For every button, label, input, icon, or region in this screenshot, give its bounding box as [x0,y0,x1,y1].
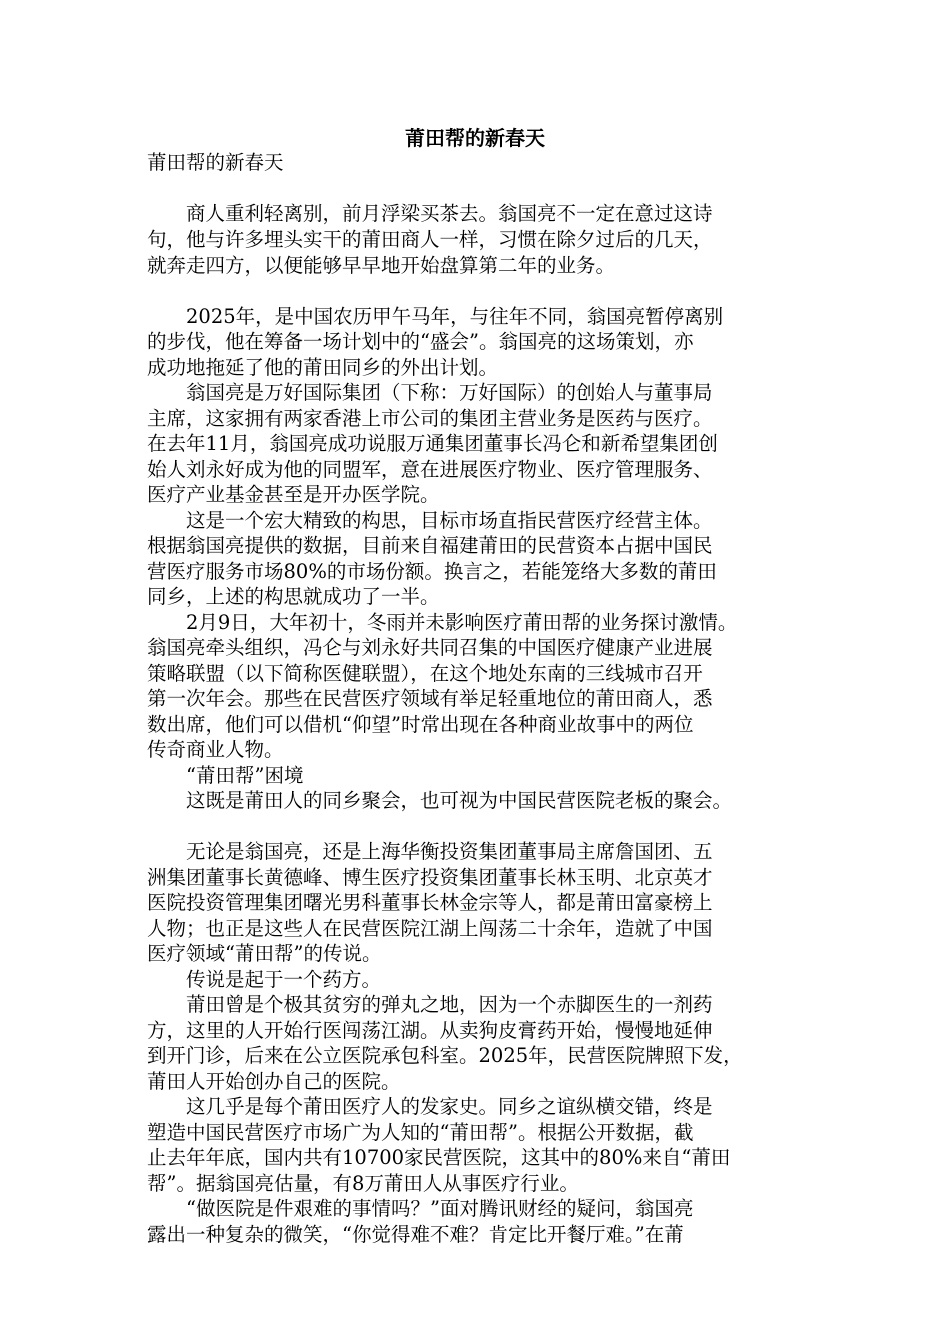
body-line: 方，这里的人开始行医闯荡江湖。从卖狗皮膏药开始，慢慢地延伸 [147,1019,713,1042]
body-line: 2025年，是中国农历甲午马年，与往年不同，翁国亮暂停离别 [147,305,724,328]
body-line: 露出一种复杂的微笑，“你觉得难不难？肯定比开餐厅难。”在莆 [147,1223,684,1246]
body-line: 传说是起于一个药方。 [147,968,382,991]
body-line: 句，他与许多埋头实干的莆田商人一样，习惯在除夕过后的几天， [147,228,713,251]
body-line: 莆田人开始创办自己的医院。 [147,1070,401,1093]
body-line: 同乡，上述的构思就成功了一半。 [147,585,440,608]
body-line: 莆田曾是个极其贫穷的弹丸之地，因为一个赤脚医生的一剂药 [147,993,713,1016]
body-line: 医疗产业基金甚至是开办医学院。 [147,483,440,506]
body-line: 第一次年会。那些在民营医疗领域有举足轻重地位的莆田商人，悉 [147,687,713,710]
body-line: 策略联盟（以下简称医健联盟），在这个地处东南的三线城市召开 [147,662,703,685]
body-line: 数出席，他们可以借机“仰望”时常出现在各种商业故事中的两位 [147,713,694,736]
body-line: 到开门诊，后来在公立医院承包科室。2025年，民营医院牌照下发， [147,1044,743,1067]
body-line: 人物；也正是这些人在民营医院江湖上闯荡二十余年，造就了中国 [147,917,713,940]
body-line: 翁国亮牵头组织，冯仑与刘永好共同召集的中国医疗健康产业进展 [147,636,713,659]
body-line: 在去年11月，翁国亮成功说服万通集团董事长冯仑和新希望集团创 [147,432,718,455]
body-line: 这是一个宏大精致的构思，目标市场直指民营医疗经营主体。 [147,509,713,532]
body-line: 帮”。据翁国亮估量，有8万莆田人从事医疗行业。 [147,1172,579,1195]
body-line: 始人刘永好成为他的同盟军，意在进展医疗物业、医疗管理服务、 [147,458,713,481]
body-line: 营医疗服务市场80%的市场份额。换言之，若能笼络大多数的莆田 [147,560,717,583]
section-heading: “莆田帮”困境 [147,764,304,787]
body-line: 这几乎是每个莆田医疗人的发家史。同乡之谊纵横交错，终是 [147,1095,713,1118]
body-line: 洲集团董事长黄德峰、博生医疗投资集团董事长林玉明、北京英才 [147,866,713,889]
body-line: 翁国亮是万好国际集团（下称：万好国际）的创始人与董事局 [147,381,713,404]
body-line: 成功地拖延了他的莆田同乡的外出计划。 [147,356,499,379]
body-line: 止去年年底，国内共有10700家民营医院，这其中的80%来自“莆田 [147,1146,731,1169]
document-subtitle: 莆田帮的新春天 [147,151,284,174]
body-line: 传奇商业人物。 [147,738,284,761]
body-line: 无论是翁国亮，还是上海华衡投资集团董事局主席詹国团、五 [147,840,713,863]
body-line: 医院投资管理集团曙光男科董事长林金宗等人，都是莆田富豪榜上 [147,891,713,914]
body-line: 这既是莆田人的同乡聚会，也可视为中国民营医院老板的聚会。 [147,789,733,812]
document-title: 莆田帮的新春天 [405,126,545,150]
body-line: 就奔走四方，以便能够早早地开始盘算第二年的业务。 [147,254,616,277]
body-line: 商人重利轻离别，前月浮梁买茶去。翁国亮不一定在意过这诗 [147,202,713,225]
body-line: 主席，这家拥有两家香港上市公司的集团主营业务是医药与医疗。 [147,407,713,430]
body-line: 医疗领域“莆田帮”的传说。 [147,942,382,965]
body-line: 2月9日，大年初十，冬雨并未影响医疗莆田帮的业务探讨激情。 [147,611,738,634]
body-line: 塑造中国民营医疗市场广为人知的“莆田帮”。根据公开数据，截 [147,1121,694,1144]
body-line: 根据翁国亮提供的数据，目前来自福建莆田的民营资本占据中国民 [147,534,713,557]
body-line: 的步伐，他在筹备一场计划中的“盛会”。翁国亮的这场策划，亦 [147,330,694,353]
body-line: “做医院是件艰难的事情吗？”面对腾讯财经的疑问，翁国亮 [147,1197,694,1220]
